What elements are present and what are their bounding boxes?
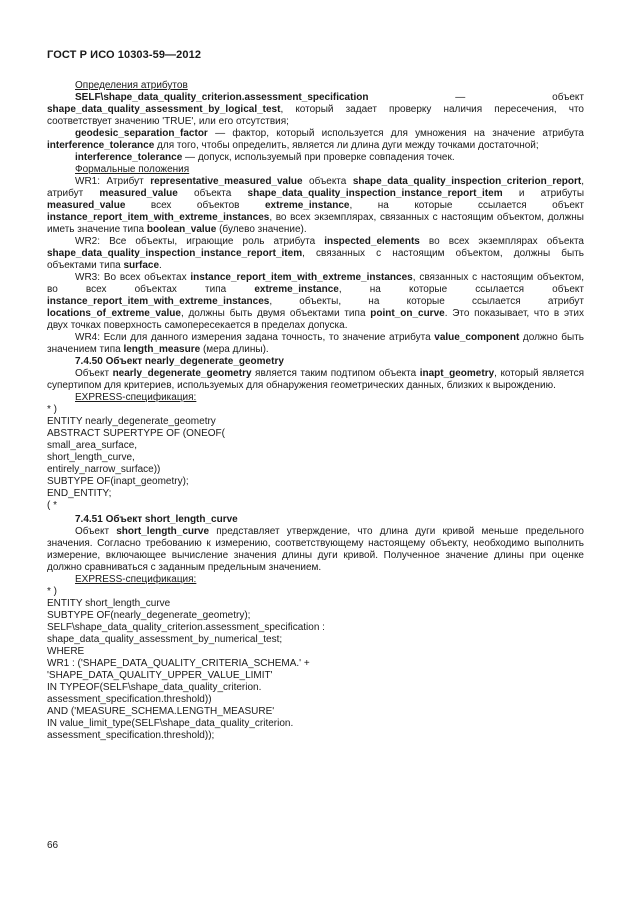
code-line: AND ('MEASURE_SCHEMA.LENGTH_MEASURE' [47, 706, 275, 717]
identifier-term: short_length_curve [116, 526, 210, 537]
text-run: объекта [177, 188, 248, 199]
identifier-term: instance_report_item_with_extreme_instances [190, 272, 413, 283]
code-line: entirely_narrow_surface)) [47, 464, 161, 475]
para-assessment-specification [47, 92, 584, 128]
identifier-term: instance_report_item_with_extreme_instances [47, 296, 270, 307]
identifier-term: inapt_geometry [419, 368, 495, 379]
identifier-term: representative_measured_value [150, 176, 303, 187]
text-run: является таким подтипом объекта [251, 368, 420, 379]
identifier-term: interference_tolerance [75, 152, 183, 163]
text-run: , связанных с настоящим объектом, должны быть объектами типа [47, 248, 584, 271]
text-run: объекта [302, 176, 353, 187]
para-geodesic-separation-factor [47, 128, 584, 152]
text-run: , на которые ссылается объект [338, 284, 584, 295]
identifier-term: interference_tolerance [47, 140, 155, 151]
section-7-4-50-heading: 7.4.50 Объект nearly_degenerate_geometry [75, 356, 284, 367]
para-wr4 [47, 332, 584, 356]
identifier-term: shape_data_quality_inspection_instance_report_item [247, 188, 503, 199]
section-7-4-51-heading: 7.4.51 Объект short_length_curve [75, 514, 238, 525]
para-wr3 [47, 272, 584, 332]
code-line: * ) [47, 586, 57, 597]
attribute-definitions-heading: Определения атрибутов [75, 80, 188, 91]
text-run: представляет утверждение, что длина дуги кривой меньше предельного значения. Согласно требованию к измерению, соответствующему настоящему объекту, необходимо выполнить измерение, включающее вычисление значения длины дуги кривой. Полученное значение длины при оценке должно сравниваться с заданным предельным значением. [47, 526, 584, 573]
text-run: WR1: Атрибут [75, 176, 151, 187]
text-run: Объект [75, 526, 117, 537]
code-line: ENTITY nearly_degenerate_geometry [47, 416, 216, 427]
text-run: WR4: Если для данного измерения задана точность, то значение атрибута [75, 332, 435, 343]
express-spec-label-1: EXPRESS-спецификация: [75, 392, 197, 403]
code-line: small_area_surface, [47, 440, 138, 451]
code-line: IN value_limit_type(SELF\shape_data_quality_criterion. [47, 718, 294, 729]
code-line: short_length_curve, [47, 452, 135, 463]
text-run: и атрибуты [502, 188, 585, 199]
identifier-term: extreme_instance [254, 284, 339, 295]
text-run: во всех экземплярах объекта [419, 236, 584, 247]
text-run: , который задает проверку наличия пересечения, что соответствует значению 'TRUE', или его отсутствия; [47, 104, 584, 127]
para-short-length-curve [47, 526, 584, 574]
identifier-term: measured_value [47, 200, 126, 211]
text-run: WR3: Во всех объектах [75, 272, 191, 283]
code-line: ( * [47, 500, 57, 511]
identifier-term: inspected_elements [324, 236, 420, 247]
text-run: , должны быть двумя объектами типа [180, 308, 371, 319]
text-run: (булево значение). [216, 224, 307, 235]
para-wr1 [47, 176, 584, 236]
code-line: 'SHAPE_DATA_QUALITY_UPPER_VALUE_LIMIT' [47, 670, 273, 681]
formal-propositions-heading: Формальные положения [75, 164, 190, 175]
text-run: всех объектов [125, 200, 265, 211]
code-line: SELF\shape_data_quality_criterion.assessment_specification : [47, 622, 325, 633]
code-line: assessment_specification.threshold)); [47, 730, 215, 741]
identifier-term: shape_data_quality_assessment_by_logical_test [47, 104, 281, 115]
text-run: — фактор, который используется для умножения на значение атрибута [207, 128, 584, 139]
para-wr2 [47, 236, 584, 272]
text-run: — объект [368, 92, 584, 103]
text-run: , во всех экземплярах, связанных с настоящим объектом, должны иметь значение типа [47, 212, 584, 235]
identifier-term: SELF\shape_data_quality_criterion.assessment_specification [75, 92, 369, 103]
identifier-term: measured_value [99, 188, 178, 199]
page-number: 66 [47, 840, 59, 851]
identifier-term: surface [123, 260, 160, 271]
identifier-term: shape_data_quality_inspection_criterion_report [352, 176, 582, 187]
text-run: , связанных с настоящим объектом, во всех объектах типа [47, 272, 585, 295]
identifier-term: nearly_degenerate_geometry [112, 368, 252, 379]
identifier-term: instance_report_item_with_extreme_instances [47, 212, 270, 223]
identifier-term: point_on_curve [370, 308, 445, 319]
text-run: (мера длины). [200, 344, 269, 355]
text-run: . [159, 260, 162, 271]
code-line: ABSTRACT SUPERTYPE OF (ONEOF( [47, 428, 225, 439]
code-line: WHERE [47, 646, 85, 657]
document-code-header: ГОСТ Р ИСО 10303-59—2012 [47, 49, 202, 61]
para-nearly-degenerate-geometry [47, 368, 584, 392]
text-run: , на которые ссылается объект [349, 200, 584, 211]
code-line: END_ENTITY; [47, 488, 112, 499]
code-line: SUBTYPE OF(nearly_degenerate_geometry); [47, 610, 251, 621]
text-run: , атрибут [47, 176, 585, 199]
identifier-term: geodesic_separation_factor [75, 128, 208, 139]
text-run: должно быть значением типа [47, 332, 585, 355]
code-line: assessment_specification.threshold)) [47, 694, 212, 705]
identifier-term: value_component [434, 332, 520, 343]
express-code-block-1 [47, 404, 584, 512]
text-run: для того, чтобы определить, является ли длина дуги между точками достаточной; [154, 140, 539, 151]
code-line: * ) [47, 404, 57, 415]
identifier-term: shape_data_quality_inspection_instance_report_item [47, 248, 303, 259]
text-run: , который является супертипом для критериев, используемых для обнаружения геометрических данных, близких к вырождению. [47, 368, 584, 391]
code-line: IN TYPEOF(SELF\shape_data_quality_criterion. [47, 682, 262, 693]
express-code-block-2 [47, 586, 584, 742]
identifier-term: extreme_instance [264, 200, 350, 211]
text-run: WR2: Все объекты, играющие роль атрибута [75, 236, 325, 247]
code-line: SUBTYPE OF(inapt_geometry); [47, 476, 189, 487]
code-line: WR1 : ('SHAPE_DATA_QUALITY_CRITERIA_SCHEMA.' + [47, 658, 310, 669]
code-line: shape_data_quality_assessment_by_numerical_test; [47, 634, 283, 645]
page-content [47, 80, 584, 742]
text-run: Объект [75, 368, 113, 379]
text-run: — допуск, используемый при проверке совпадения точек. [182, 152, 455, 163]
text-run: , объекты, на которые ссылается атрибут [269, 296, 584, 307]
identifier-term: locations_of_extreme_value [47, 308, 181, 319]
text-run: . Это показывает, что в этих двух точках поверхность самопересекается в пределах допуска. [47, 308, 584, 331]
identifier-term: boolean_value [146, 224, 217, 235]
express-spec-label-2: EXPRESS-спецификация: [75, 574, 197, 585]
identifier-term: length_measure [123, 344, 201, 355]
para-interference-tolerance [47, 152, 584, 164]
code-line: ENTITY short_length_curve [47, 598, 171, 609]
